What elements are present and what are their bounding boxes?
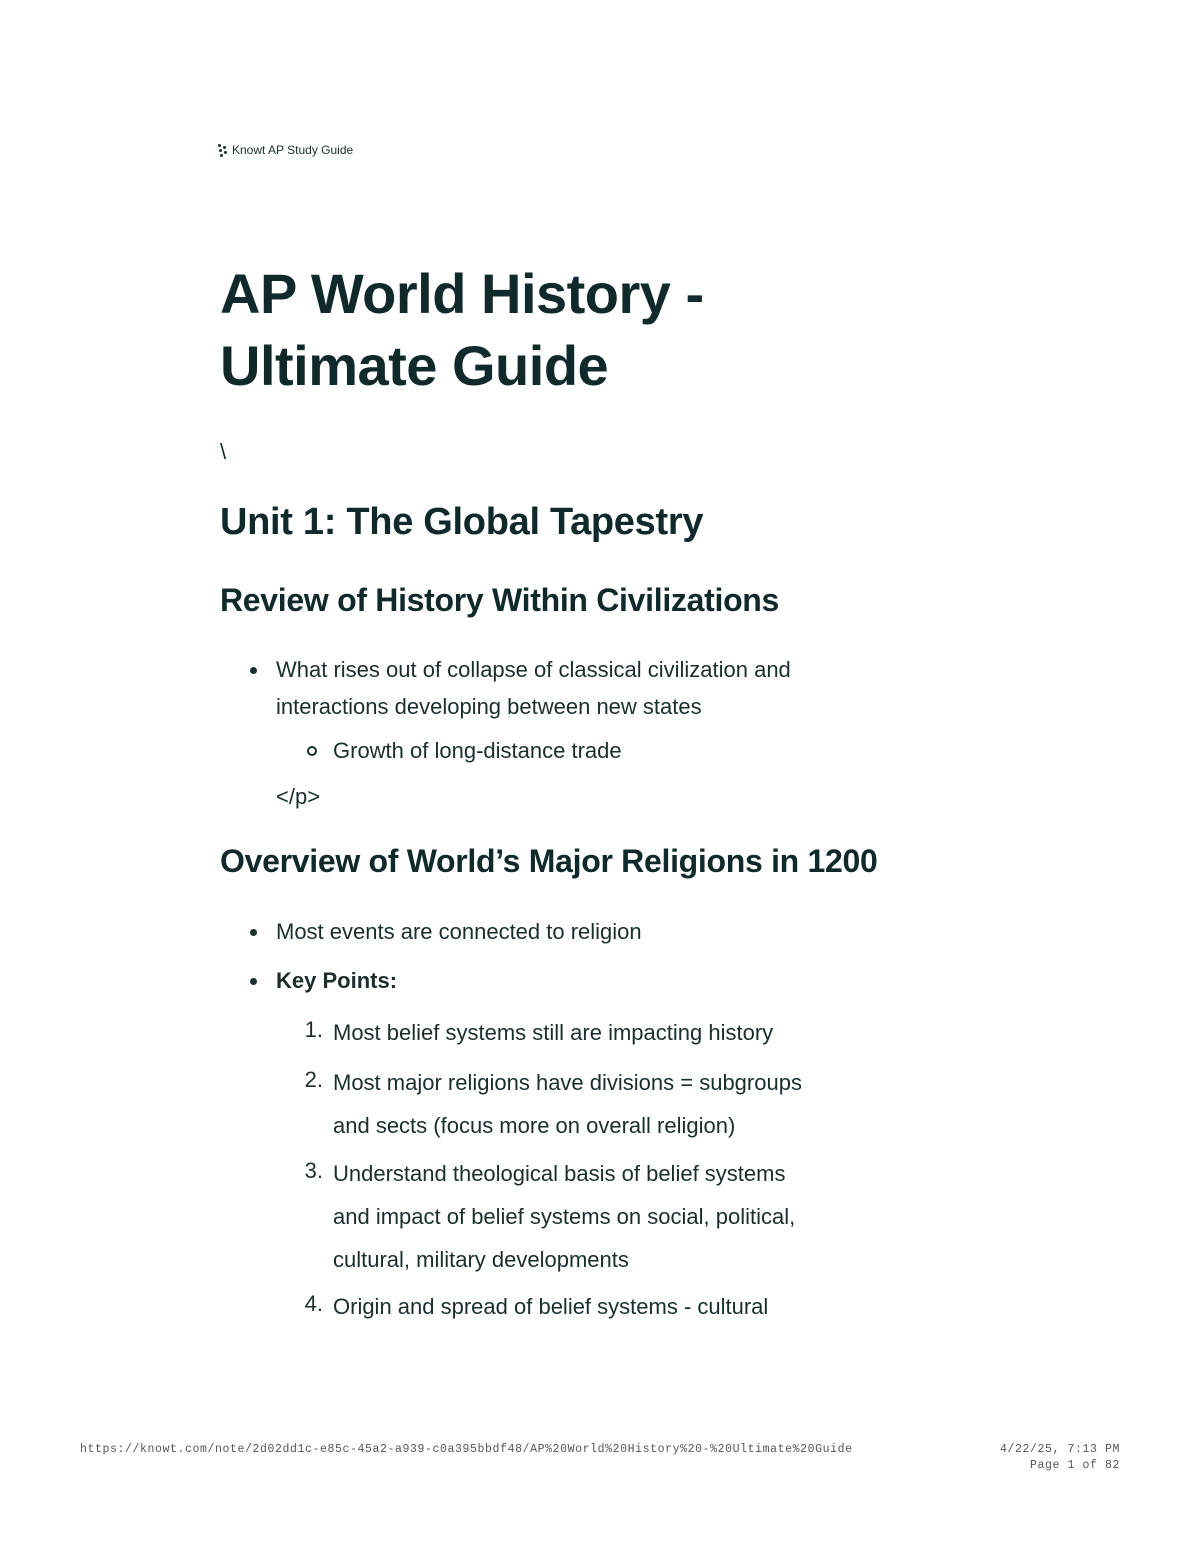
page-title: [220, 258, 920, 402]
item-line: and sects (focus more on overall religion): [333, 1113, 736, 1138]
item-line: cultural, military developments: [333, 1247, 629, 1272]
item-line: Most belief systems still are impacting history: [333, 1020, 774, 1045]
numbered-item: [304, 1152, 893, 1281]
item-line: and impact of belief systems on social, political,: [333, 1204, 796, 1229]
item-number: 1.: [304, 1017, 323, 1042]
title-line: AP World History -: [220, 262, 704, 325]
section-heading-review: Review of History Within Civilizations: [220, 582, 780, 618]
list-item: Most events are connected to religion: [276, 913, 876, 950]
knowt-logo-icon: [218, 144, 228, 157]
numbered-item: [304, 1011, 893, 1054]
numbered-item: [304, 1061, 893, 1147]
title-line: Ultimate Guide: [220, 334, 609, 397]
item-line: Understand theological basis of belief systems: [333, 1161, 786, 1186]
item-number: 4.: [304, 1291, 323, 1316]
list-item-key-points: Key Points:: [276, 962, 876, 999]
list-item-line: What rises out of collapse of classical civilization and: [276, 657, 791, 682]
item-number: 2.: [304, 1067, 323, 1092]
item-line: Origin and spread of belief systems - cultural: [333, 1294, 769, 1319]
list-item-line: interactions developing between new states: [276, 694, 702, 719]
unit-heading: Unit 1: The Global Tapestry: [220, 501, 704, 543]
footer-meta: [1000, 1442, 1120, 1474]
item-line: Most major religions have divisions = subgroups: [333, 1070, 802, 1095]
list-item: [276, 651, 876, 725]
footer-datetime: 4/22/25, 7:13 PM: [999, 1443, 1120, 1456]
brand-label: Knowt AP Study Guide: [232, 143, 354, 157]
stray-html-tag: </p>: [276, 784, 321, 809]
brand-header: [218, 142, 353, 158]
sub-list-item: Growth of long-distance trade: [333, 732, 893, 769]
stray-backslash: \: [220, 439, 227, 464]
numbered-item: [304, 1285, 893, 1328]
page-number: Page 1 of 82: [1029, 1459, 1120, 1472]
section-heading-religions: Overview of World’s Major Religions in 1200: [220, 843, 878, 879]
footer-url-link[interactable]: https://knowt.com/note/2d02dd1c-e85c-45a2-a939-c0a395bbdf48/AP%20World%20History%20-%20Ultimate%20Guide: [80, 1443, 853, 1456]
item-number: 3.: [304, 1158, 323, 1183]
